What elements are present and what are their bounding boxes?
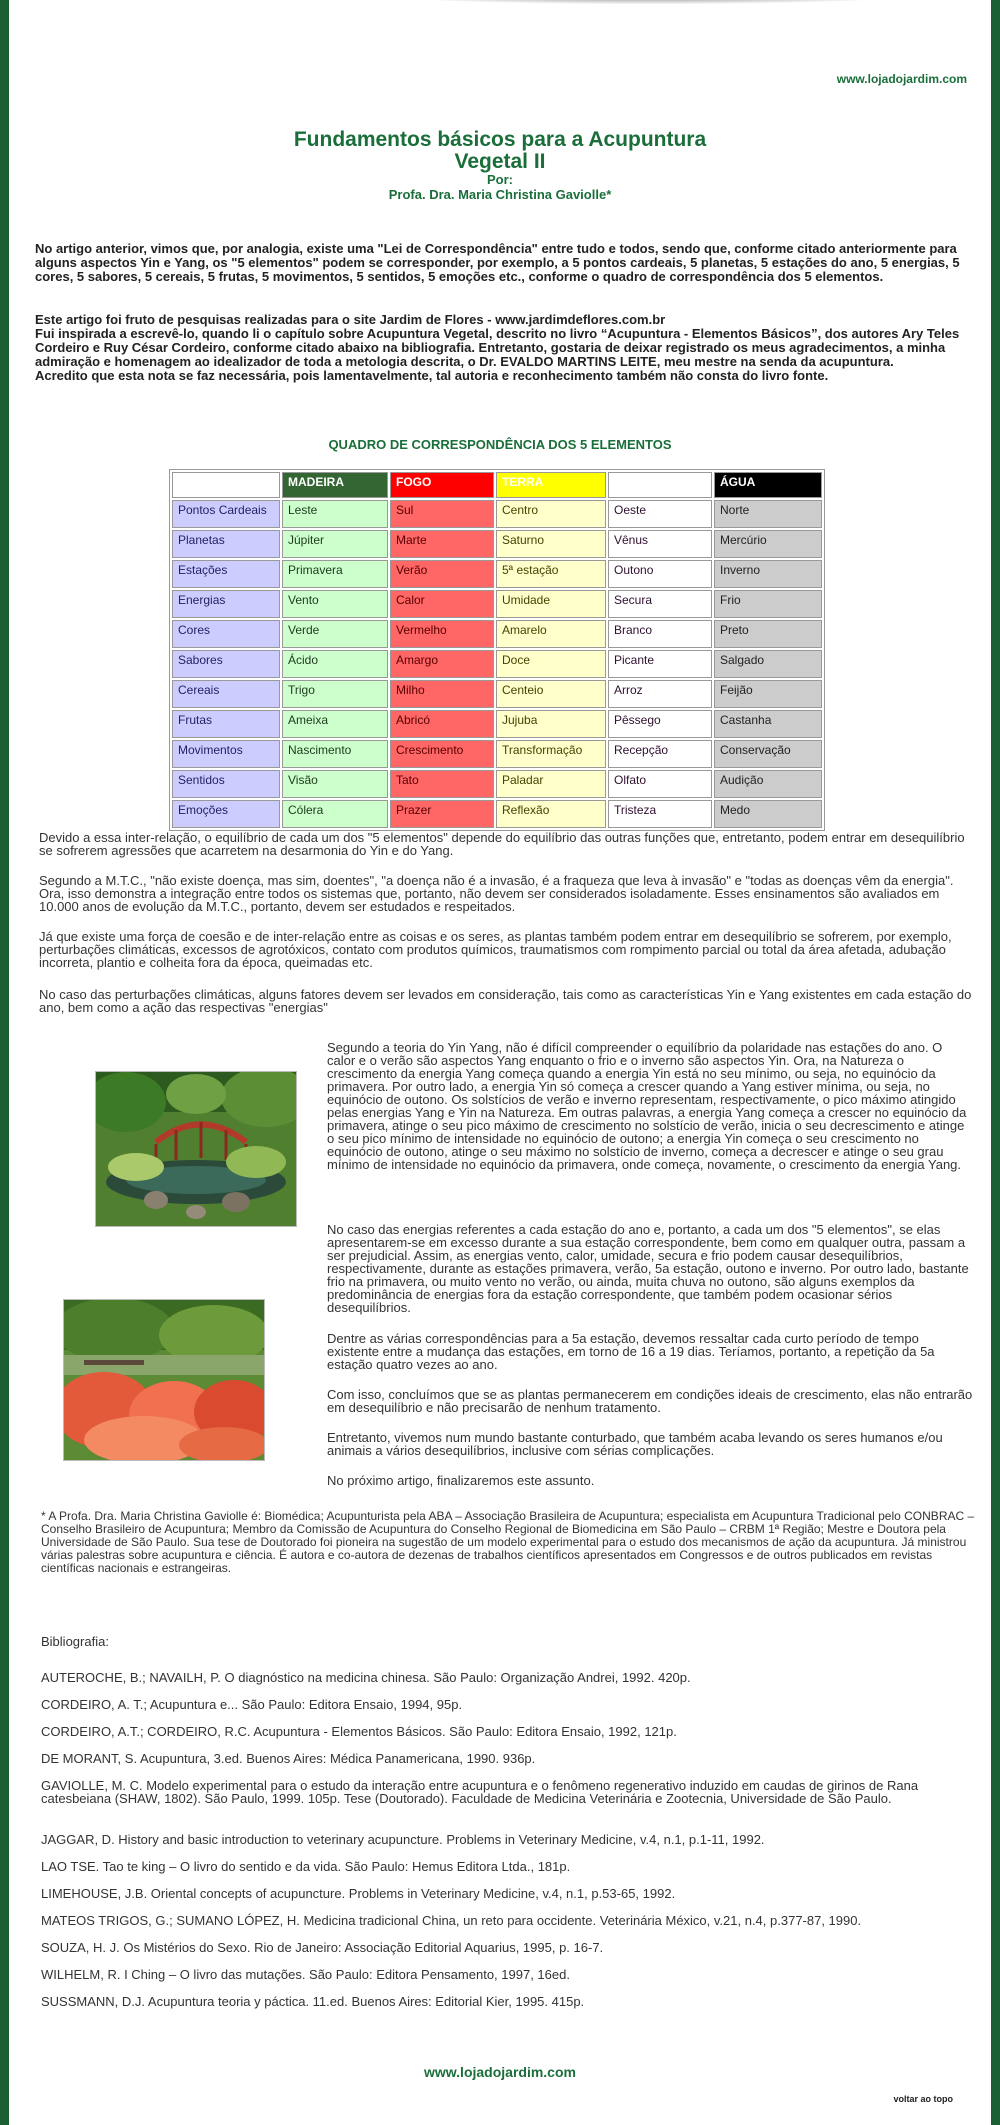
article-header (9, 129, 991, 203)
table-cell: Transformação (496, 740, 606, 768)
garden-bridge-image (95, 1071, 297, 1227)
body-text: Devido a essa inter-relação, o equilíbrio de cada um dos "5 elementos" depende do equilíbrio das outras funções que, entretanto, podem entrar em desequilíbrio se sofrerem agressões que acarretem na desarmonia do Yin e do Yang. (39, 830, 965, 858)
table-cell: Marte (390, 530, 494, 558)
table-cell: Centro (496, 500, 606, 528)
table-cell: Crescimento (390, 740, 494, 768)
intro-text-2b: Fui inspirada a escrevê-lo, quando li o capítulo sobre Acupuntura Vegetal, descrito no livro “Acupuntura - Elementos Básicos”, dos autores Ary Teles Cordeiro e Ruy César Cordeiro, conforme citado abaixo na bibliografia. Entretanto, gostaria de deixar registrado os meus agradecimentos, a minha admiração e homenagem ao idealizador de toda a metologia descrita, o Dr. EVALDO MARTINS LEITE, meu mestre na senda da acupuntura. (35, 326, 960, 369)
table-row (172, 650, 822, 678)
garden-azalea-image (63, 1299, 265, 1461)
table-header-cell: TERRA (496, 472, 606, 498)
table-cell: Amarelo (496, 620, 606, 648)
page-title-line1: Fundamentos básicos para a Acupuntura (293, 128, 707, 151)
table-row-label: Pontos Cardeais (172, 500, 280, 528)
side-text: Dentre as várias correspondências para a 5a estação, devemos ressaltar cada curto período de tempo existente entre a mudança das estações, em torno de 16 a 19 dias. Teríamos, portanto, a repetição da 5a estação quatro vezes ao ano. (327, 1331, 935, 1372)
table-cell: Mercúrio (714, 530, 822, 558)
bibliography-item: WILHELM, R. I Ching – O livro das mutações. São Paulo: Editora Pensamento, 1997, 16ed. (41, 1967, 570, 1982)
table-cell: Prazer (390, 800, 494, 828)
table-cell: Jujuba (496, 710, 606, 738)
table-cell: Castanha (714, 710, 822, 738)
table-row (172, 680, 822, 708)
garden-bridge-photo (96, 1072, 296, 1226)
table-row (172, 740, 822, 768)
table-cell: Conservação (714, 740, 822, 768)
bibliography-item: LAO TSE. Tao te king – O livro do sentido e da vida. São Paulo: Hemus Editora Ltda., 181p. (41, 1859, 571, 1874)
side-text: Entretanto, vivemos num mundo bastante conturbado, que também acaba levando os seres humanos e/ou animais a vários desequilíbrios, inclusive com sérias complicações. (327, 1430, 943, 1458)
table-cell: Leste (282, 500, 388, 528)
table-cell: Olfato (608, 770, 712, 798)
table-row (172, 800, 822, 828)
bibliography-item: JAGGAR, D. History and basic introduction to veterinary acupuncture. Problems in Veterinary Medicine, v.4, n.1, p.1-11, 1992. (41, 1832, 765, 1847)
intro-text-2a: Este artigo foi fruto de pesquisas realizadas para o site Jardim de Flores - www.jardimdeflores.com.br (35, 312, 666, 327)
bibliography-item: CORDEIRO, A.T.; CORDEIRO, R.C. Acupuntura - Elementos Básicos. São Paulo: Editora Ensaio, 1992, 121p. (41, 1724, 677, 1739)
table-cell: Ácido (282, 650, 388, 678)
body-text: Segundo a M.T.C., "não existe doença, mas sim, doentes", "a doença não é a invasão, é a fraqueza que leva à invasão" e "todas as doenças vêm da energia". Ora, isso demonstra a integração entre todos os sistemas que, portanto, não devem ser considerados isoladamente. Esses ensinamentos são avaliados em 10.000 anos de evolução da M.T.C., portanto, devem ser estudados e respeitados. (39, 873, 954, 914)
table-row (172, 710, 822, 738)
table-row-label: Emoções (172, 800, 280, 828)
table-header-cell (172, 472, 280, 498)
table-cell: Calor (390, 590, 494, 618)
table-cell: Visão (282, 770, 388, 798)
table-header-row (172, 472, 822, 498)
table-cell: Reflexão (496, 800, 606, 828)
body-paragraph (39, 930, 979, 969)
table-cell: Sul (390, 500, 494, 528)
table-row (172, 770, 822, 798)
table-cell: Inverno (714, 560, 822, 588)
table-cell: 5ª estação (496, 560, 606, 588)
body-text: No caso das perturbações climáticas, alguns fatores devem ser levados em consideração, tais como as características Yin e Yang existentes em cada estação do ano, bem como a ação das respectivas "energias" (39, 987, 972, 1015)
table-cell: Preto (714, 620, 822, 648)
table-cell: Cólera (282, 800, 388, 828)
table-cell: Paladar (496, 770, 606, 798)
bibliography-item: AUTEROCHE, B.; NAVAILH, P. O diagnóstico na medicina chinesa. São Paulo: Organização Andrei, 1992. 420p. (41, 1670, 691, 1685)
side-text: No caso das energias referentes a cada estação do ano e, portanto, a cada um dos "5 elementos", se elas apresentarem-se em excesso durante a sua estação correspondente, bem como em qualquer outra, passam a ser prejudicial. Assim, as energias vento, calor, umidade, secura e frio podem causar desequilíbrios, respectivamente, durante as estações primavera, verão, 5a estação, outono e inverno. Por outro lado, bastante frio na primavera, ou muito vento no verão, ou ainda, muita chuva no outono, são alguns exemplos da predominância de energias fora da estação correspondente, que também podem ocasionar sérios desequilíbrios. (327, 1222, 969, 1315)
table-row-label: Energias (172, 590, 280, 618)
table-cell: Nascimento (282, 740, 388, 768)
table-cell: Norte (714, 500, 822, 528)
author-footnote: * A Profa. Dra. Maria Christina Gaviolle é: Biomédica; Acupunturista pela ABA – Associação Brasileira de Acupuntura; especialista em Acupuntura Tradicional pelo CONBRAC – Conselho Brasileiro de Acupuntura; Membro da Comissão de Acupuntura do Conselho Regional de Biomedicina em São Paulo – CRBM 1ª Região; Mestre e Doutora pela Universidade de São Paulo. Sua tese de Doutorado foi pioneira na sugestão de um modelo experimental para o estudo dos mecanismos de ação da acupuntura. Já ministrou várias palestras sobre acupuntura e ciência. É autora e co-autora de dezenas de trabalhos científicos apresentados em Congressos e de outros publicados em revistas científicas nacionais e estrangeiras. (41, 1509, 975, 1575)
table-cell: Arroz (608, 680, 712, 708)
table-cell: Tristeza (608, 800, 712, 828)
table-cell: Umidade (496, 590, 606, 618)
table-cell: Amargo (390, 650, 494, 678)
table-row-label: Cereais (172, 680, 280, 708)
table-cell: Picante (608, 650, 712, 678)
side-text: Com isso, concluímos que se as plantas permanecerem em condições ideais de crescimento, elas não entrarão em desequilíbrio e não precisarão de nenhum tratamento. (327, 1387, 973, 1415)
bibliography-item: GAVIOLLE, M. C. Modelo experimental para o estudo da interação entre acupuntura e o fenômeno regenerativo induzido em caudas de girinos de Rana catesbeiana (SHAW, 1802). São Paulo, 1999. 105p. Tese (Doutorado). Faculdade de Medicina Veterinária e Zootecnia, Universidade de São Paulo. (41, 1778, 919, 1806)
table-cell: Recepção (608, 740, 712, 768)
table-cell: Medo (714, 800, 822, 828)
page-title-line2: Vegetal II (454, 150, 546, 173)
table-cell: Ameixa (282, 710, 388, 738)
bibliography-item: CORDEIRO, A. T.; Acupuntura e... São Paulo: Editora Ensaio, 1994, 95p. (41, 1697, 463, 1712)
table-row (172, 530, 822, 558)
table-cell: Verão (390, 560, 494, 588)
table-cell: Centeio (496, 680, 606, 708)
side-text: Segundo a teoria do Yin Yang, não é difícil compreender o equilíbrio da polaridade nas estações do ano. O calor e o verão são aspectos Yang enquanto o frio e o inverno são aspectos Yin. Ora, na Natureza o crescimento da energia Yang começa quando a energia Yin está no seu mínimo, ou seja, no equinócio da primavera. Por outro lado, a energia Yin só começa a crescer quando a Yang estiver mínima, ou seja, no equinócio de outono. Os solstícios de verão e inverno representam, respectivamente, o pico máximo atingido pelas energias Yang e Yin na Natureza. Em outras palavras, a energia Yang começa a crescer no equinócio da primavera, atinge o seu pico máximo de crescimento no solstício de verão, inicia o seu decrescimento e atinge o seu pico mínimo de intensidade no equinócio de outono; a energia Yin começa o seu crescimento no equinócio de outono, atinge o seu máximo no solstício de inverno, começa a decrescer e atinge o seu grau mínimo de intensidade no equinócio da primavera, onde começa, novamente, o crescimento da energia Yang. (327, 1040, 967, 1172)
table-cell: Milho (390, 680, 494, 708)
bibliography-heading: Bibliografia: (41, 1634, 109, 1649)
bibliography-item: MATEOS TRIGOS, G.; SUMANO LÓPEZ, H. Medicina tradicional China, un reto para occidente. Veterinária México, v.21, n.4, p.377-87, 1990. (41, 1913, 862, 1928)
table-cell: Tato (390, 770, 494, 798)
table-cell: Vênus (608, 530, 712, 558)
top-shadow-decoration (389, 0, 909, 4)
intro-paragraph-1 (35, 242, 975, 284)
bibliography-item: SUSSMANN, D.J. Acupuntura teoria y páctica. 11.ed. Buenos Aires: Editorial Kier, 1995. 415p. (41, 1994, 585, 2009)
table-row (172, 590, 822, 618)
author-name: Profa. Dra. Maria Christina Gaviolle* (388, 187, 612, 202)
table-row (172, 560, 822, 588)
table-title: QUADRO DE CORRESPONDÊNCIA DOS 5 ELEMENTOS (328, 437, 672, 452)
intro-text-1: No artigo anterior, vimos que, por analogia, existe uma "Lei de Correspondência" entre tudo e todos, sendo que, conforme citado anteriormente para alguns aspectos Yin e Yang, os "5 elementos" podem se corresponder, por exemplo, a 5 pontos cardeais, 5 planetas, 5 estações do ano, 5 energias, 5 cores, 5 sabores, 5 cereais, 5 frutas, 5 movimentos, 5 sentidos, 5 emoções etc., conforme o quadro de correspondência dos 5 elementos. (35, 241, 960, 284)
table-cell: Vento (282, 590, 388, 618)
body-text: Já que existe uma força de coesão e de inter-relação entre as coisas e os seres, as plantas também podem entrar em desequilíbrio se sofrerem, por exemplo, perturbações climáticas, excessos de agrotóxicos, contato com produtos químicos, traumatismos com rompimento parcial ou total da área afetada, adubação incorreta, plantio e colheita fora da época, queimadas etc. (39, 929, 952, 970)
table-cell: Doce (496, 650, 606, 678)
body-paragraph (39, 874, 979, 913)
table-cell: Salgado (714, 650, 822, 678)
table-cell: Vermelho (390, 620, 494, 648)
intro-paragraph-2 (35, 313, 975, 383)
page (9, 0, 991, 2125)
table-row (172, 500, 822, 528)
bibliography-item: DE MORANT, S. Acupuntura, 3.ed. Buenos Aires: Médica Panamericana, 1990. 936p. (41, 1751, 536, 1766)
table-row-label: Sentidos (172, 770, 280, 798)
bibliography-item: SOUZA, H. J. Os Mistérios do Sexo. Rio de Janeiro: Associação Editorial Aquarius, 1995, p. 16-7. (41, 1940, 604, 1955)
body-paragraph (39, 831, 979, 857)
table-cell: Audição (714, 770, 822, 798)
table-row-label: Planetas (172, 530, 280, 558)
table-row-label: Movimentos (172, 740, 280, 768)
table-cell: Abricó (390, 710, 494, 738)
table-cell: Trigo (282, 680, 388, 708)
site-link-bottom[interactable]: www.lojadojardim.com (424, 2064, 576, 2080)
back-to-top-link[interactable]: voltar ao topo (893, 2094, 953, 2104)
table-row-label: Sabores (172, 650, 280, 678)
table-cell: Saturno (496, 530, 606, 558)
byline: Por: (487, 172, 513, 187)
table-row (172, 620, 822, 648)
body-paragraph (39, 988, 979, 1014)
table-cell: Feijão (714, 680, 822, 708)
table-cell: Júpiter (282, 530, 388, 558)
garden-azalea-photo (64, 1300, 264, 1460)
table-cell: Frio (714, 590, 822, 618)
table-cell: Secura (608, 590, 712, 618)
table-cell: Primavera (282, 560, 388, 588)
table-header-cell: ÁGUA (714, 472, 822, 498)
intro-text-2c: Acredito que esta nota se faz necessária, pois lamentavelmente, tal autoria e reconhecimento também não consta do livro fonte. (35, 368, 829, 383)
table-row-label: Cores (172, 620, 280, 648)
table-row-label: Frutas (172, 710, 280, 738)
correspondence-table (169, 469, 825, 831)
table-cell: Verde (282, 620, 388, 648)
table-cell: Pêssego (608, 710, 712, 738)
site-link-top[interactable]: www.lojadojardim.com (836, 72, 967, 86)
table-header-cell: FOGO (390, 472, 494, 498)
table-header-cell: METAL (608, 472, 712, 498)
table-cell: Outono (608, 560, 712, 588)
bibliography-item: LIMEHOUSE, J.B. Oriental concepts of acupuncture. Problems in Veterinary Medicine, v.4, n.1, p.53-65, 1992. (41, 1886, 676, 1901)
table-row-label: Estações (172, 560, 280, 588)
table-cell: Oeste (608, 500, 712, 528)
side-text: No próximo artigo, finalizaremos este assunto. (327, 1473, 595, 1488)
table-cell: Branco (608, 620, 712, 648)
table-header-cell: MADEIRA (282, 472, 388, 498)
